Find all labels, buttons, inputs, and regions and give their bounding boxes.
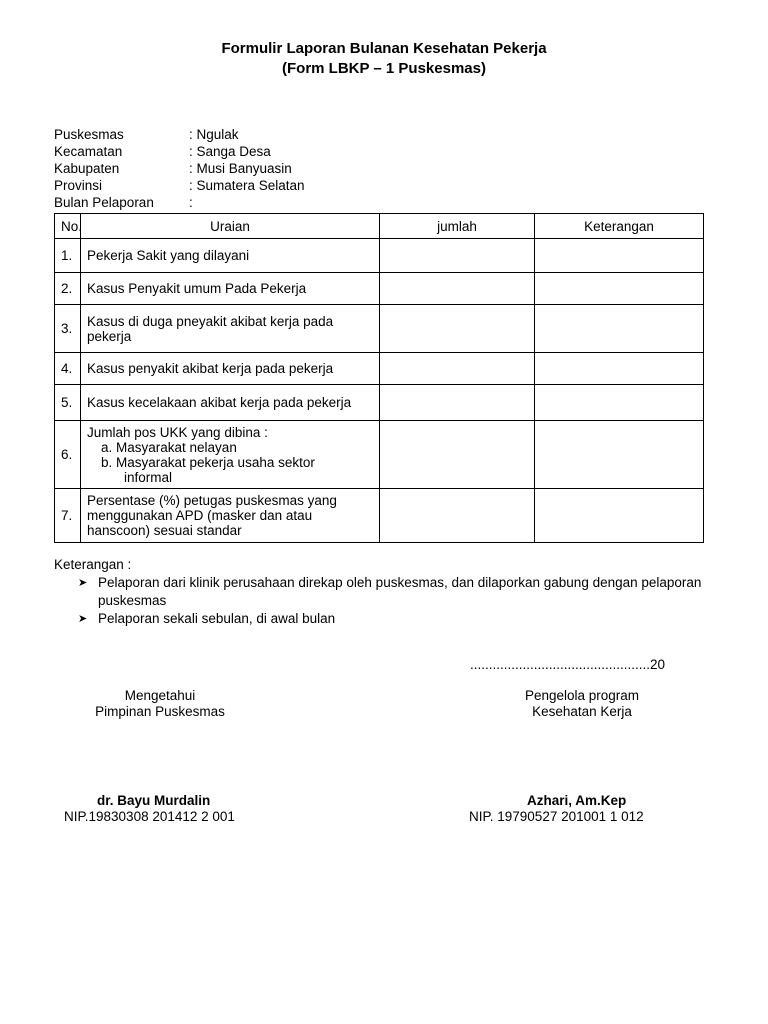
form-subtitle: (Form LBKP – 1 Puskesmas) [282,60,486,77]
row-keterangan-cell[interactable] [535,273,704,305]
table-row [55,385,704,421]
meta-label: Bulan Pelaporan [54,195,154,210]
row-keterangan-cell[interactable] [535,385,704,421]
table-row [55,305,704,353]
table-header-row [55,214,704,239]
row-jumlah-cell[interactable] [380,385,535,421]
table-row [55,489,704,543]
sign-right-nip: NIP. 19790527 201001 1 012 [469,809,644,824]
row-keterangan-cell[interactable] [535,305,704,353]
form-title: Formulir Laporan Bulanan Kesehatan Pekerja [221,40,547,57]
header-uraian: Uraian [81,214,380,239]
header-keterangan: Keterangan [535,214,704,239]
row-jumlah-cell[interactable] [380,489,535,543]
row-keterangan-cell[interactable] [535,489,704,543]
row-no: 1. [55,239,81,273]
row-keterangan-cell[interactable] [535,353,704,385]
row-jumlah-cell[interactable] [380,353,535,385]
sign-left-line2: Pimpinan Puskesmas [95,704,225,719]
row-jumlah-cell[interactable] [380,305,535,353]
row-uraian-sub-b: b. Masyarakat pekerja usaha sektor [101,454,315,470]
meta-value: : [189,195,193,210]
header-jumlah: jumlah [380,214,535,239]
row-keterangan-cell[interactable] [535,421,704,489]
report-table [54,213,704,543]
meta-value: : Sanga Desa [189,144,271,159]
date-line: ................................................20 [470,657,666,672]
meta-label: Kabupaten [54,161,120,176]
row-no: 7. [55,489,81,543]
table-row [55,273,704,305]
table-row [55,239,704,273]
sign-left-name: dr. Bayu Murdalin [97,793,211,808]
row-uraian: Kasus kecelakaan akibat kerja pada pekerja [81,385,380,421]
row-no: 2. [55,273,81,305]
row-uraian-main: Jumlah pos UKK yang dibina : [87,424,268,440]
row-uraian: Kasus penyakit akibat kerja pada pekerja [81,353,380,385]
sign-right-line2: Kesehatan Kerja [532,704,632,719]
sign-right-line1: Pengelola program [524,688,640,703]
row-uraian: Persentase (%) petugas puskesmas yang menggunakan APD (masker dan atau hanscoon) sesuai standar [81,489,380,543]
signature-left-role [60,688,260,720]
row-jumlah-cell[interactable] [380,239,535,273]
meta-value: : Sumatera Selatan [189,178,305,193]
row-uraian [81,421,380,489]
row-no: 5. [55,385,81,421]
row-uraian-sub-b2: informal [124,469,173,485]
row-uraian: Pekerja Sakit yang dilayani [81,239,380,273]
meta-value: : Musi Banyuasin [189,161,292,176]
row-keterangan-cell[interactable] [535,239,704,273]
meta-label: Puskesmas [54,127,124,142]
keterangan-title: Keterangan : [54,557,132,572]
row-jumlah-cell[interactable] [380,421,535,489]
header-no: No. [55,214,81,239]
meta-label: Provinsi [54,178,103,193]
row-no: 4. [55,353,81,385]
signature-right-role [482,688,682,720]
sign-left-nip: NIP.19830308 201412 2 001 [64,809,235,824]
sign-left-line1: Mengetahui [124,688,196,703]
sign-right-name: Azhari, Am.Kep [527,793,627,808]
meta-label: Kecamatan [54,144,123,159]
row-jumlah-cell[interactable] [380,273,535,305]
meta-value: : Ngulak [189,127,239,142]
table-row [55,421,704,489]
row-uraian: Kasus di duga pneyakit akibat kerja pada pekerja [81,305,380,353]
keterangan-item-text: Pelaporan sekali sebulan, di awal bulan [98,611,336,626]
row-no: 3. [55,305,81,353]
arrow-bullet-icon: ➤ [78,613,88,625]
row-uraian-sub-a: a. Masyarakat nelayan [101,439,237,455]
row-uraian: Kasus Penyakit umum Pada Pekerja [81,273,380,305]
table-row [55,353,704,385]
keterangan-item-text: Pelaporan dari klinik perusahaan direkap oleh puskesmas, dan dilaporkan gabung dengan pelaporan puskesmas [98,575,702,608]
row-no: 6. [55,421,81,489]
arrow-bullet-icon: ➤ [78,577,88,589]
